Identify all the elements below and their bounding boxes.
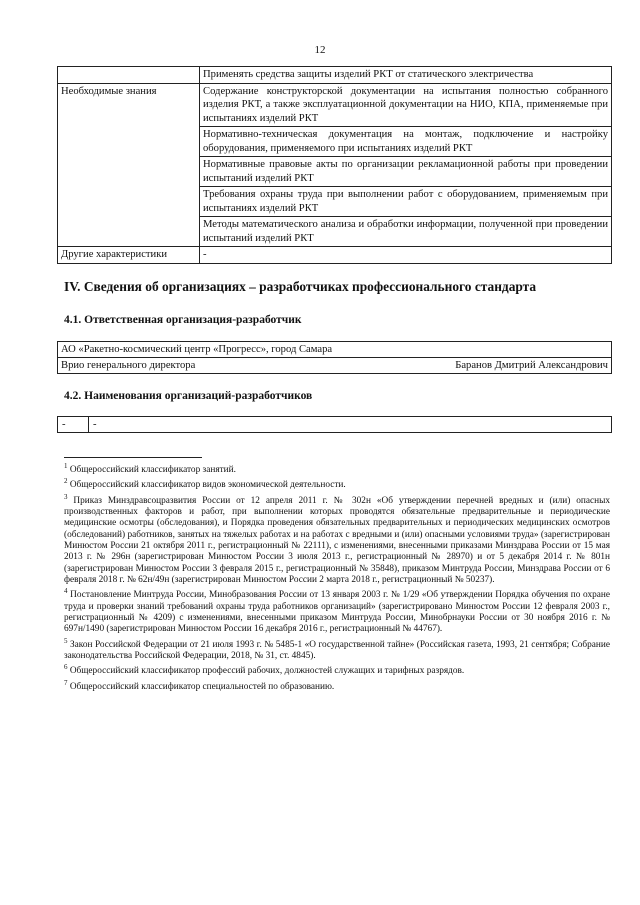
row-value: Нормативно-техническая документация на монтаж, подключение и настройку оборудования, применяемого при испытаниях изделий РКТ	[200, 127, 612, 157]
footnote	[64, 586, 610, 635]
row-label: Другие характеристики	[58, 247, 200, 264]
developer-name: -	[89, 417, 612, 433]
page-number: 12	[314, 44, 326, 56]
footnote-text: Общероссийский классификатор видов экономической деятельности.	[69, 480, 346, 491]
signatory-position: Врио генерального директора	[61, 360, 196, 371]
footnote	[64, 678, 610, 693]
signatory-cell	[58, 358, 612, 374]
row-value: Применять средства защиты изделий РКТ от статического электричества	[200, 67, 612, 84]
footnote	[64, 636, 610, 663]
row-label: Необходимые знания	[58, 83, 200, 247]
row-value: Требования охраны труда при выполнении работ с оборудованием, применяемым при испытаниях изделий РКТ	[200, 187, 612, 217]
footnote-mark: 1	[64, 462, 68, 470]
footnote	[64, 492, 610, 586]
footnote-mark: 2	[64, 477, 68, 486]
footnote-text: Постановление Минтруда России, Минобразования России от 13 января 2003 г. № 1/29 «Об утверждении Порядка обучения по охране труда и проверки знаний требований охраны труда работников организаций» (зарегистрировано Минюстом России 12 февраля 2003 г., регистрационный № 4209) с изменениями, внесенными приказом Минтруда России, Минобрнауки России от 30 ноября 2016 г. № 697н/1490 (зарегистрирован Минюстом России 16 декабря 2016 г., регистрационный № 44767).	[64, 590, 610, 635]
table-row	[58, 342, 612, 358]
row-value: Содержание конструкторской документации на испытания полностью собранного изделия РКТ, а также эксплуатационной документации на НИО, КПА, применяемые при испытаниях изделий РКТ	[200, 83, 612, 127]
table-row	[58, 67, 612, 84]
footnote-mark: 7	[64, 678, 68, 687]
developer-number: -	[58, 417, 89, 433]
footnote	[64, 461, 610, 476]
footnote-mark: 5	[64, 636, 68, 645]
table-row	[58, 247, 612, 264]
table-row	[58, 417, 612, 433]
footnote-text: Приказ Минздравсоцразвития России от 12 апреля 2011 г. № 302н «Об утверждении перечней вредных и (или) опасных производственных факторов и работ, при выполнении которых проводятся обязательные предварительные и периодические медицинские осмотры (обследования), и Порядка проведения обязательных предварительных и периодических медицинских осмотров (обследований) работников, занятых на тяжелых работах и на работах с вредными и (или) опасными условиями труда» (зарегистрирован Минюстом России 21 октября 2011 г., регистрационный № 22111), с изменениями, внесенными приказами Минздрава России от 15 мая 2013 г. № 296н (зарегистрирован Минюстом России 3 июля 2013 г., регистрационный № 28970) и от 5 декабря 2014 г. № 801н (зарегистрирован Минюстом России 3 февраля 2015 г., регистрационный № 35848), приказом Минтруда России, Минздрава России от 6 февраля 2018 г. № 62н/49н (зарегистрирован Минюстом России 2 марта 2018 г., регистрационный № 50237).	[64, 495, 610, 585]
footnote	[64, 662, 610, 677]
footnote-text: Общероссийский классификатор профессий рабочих, должностей служащих и тарифных разрядов.	[69, 666, 465, 677]
footnote-text: Общероссийский классификатор занятий.	[69, 465, 236, 476]
developers-table	[57, 416, 612, 433]
footnote-mark: 4	[64, 587, 68, 596]
footnote-text: Общероссийский классификатор специальностей по образованию.	[69, 681, 335, 692]
footnote	[64, 476, 610, 491]
table-row	[58, 83, 612, 127]
footnotes	[64, 461, 610, 693]
footnote-mark: 6	[64, 663, 68, 672]
row-label	[58, 67, 200, 84]
footnote-mark: 3	[64, 492, 68, 501]
organization-name: АО «Ракетно-космический центр «Прогресс», город Самара	[58, 342, 612, 358]
row-value: Методы математического анализа и обработки информации, полученной при проведении испытаний изделий РКТ	[200, 217, 612, 247]
footnote-separator	[64, 457, 202, 458]
skills-table	[57, 66, 612, 264]
table-row	[58, 358, 612, 374]
row-value: -	[200, 247, 612, 264]
responsible-org-table	[57, 341, 612, 374]
section-title: IV. Сведения об организациях – разработчиках профессионального стандарта	[64, 279, 537, 294]
footnote-text: Закон Российской Федерации от 21 июля 1993 г. № 5485-1 «О государственной тайне» (Российская газета, 1993, 21 сентября; Собрание законодательства Российской Федерации, 2018, № 31, ст. 4845).	[64, 639, 611, 661]
signatory-name: Баранов Дмитрий Александрович	[455, 360, 608, 371]
developers-heading: 4.2. Наименования организаций-разработчиков	[64, 390, 313, 402]
responsible-org-heading: 4.1. Ответственная организация-разработчик	[64, 314, 302, 326]
row-value: Нормативные правовые акты по организации рекламационной работы при проведении испытаний изделий РКТ	[200, 157, 612, 187]
